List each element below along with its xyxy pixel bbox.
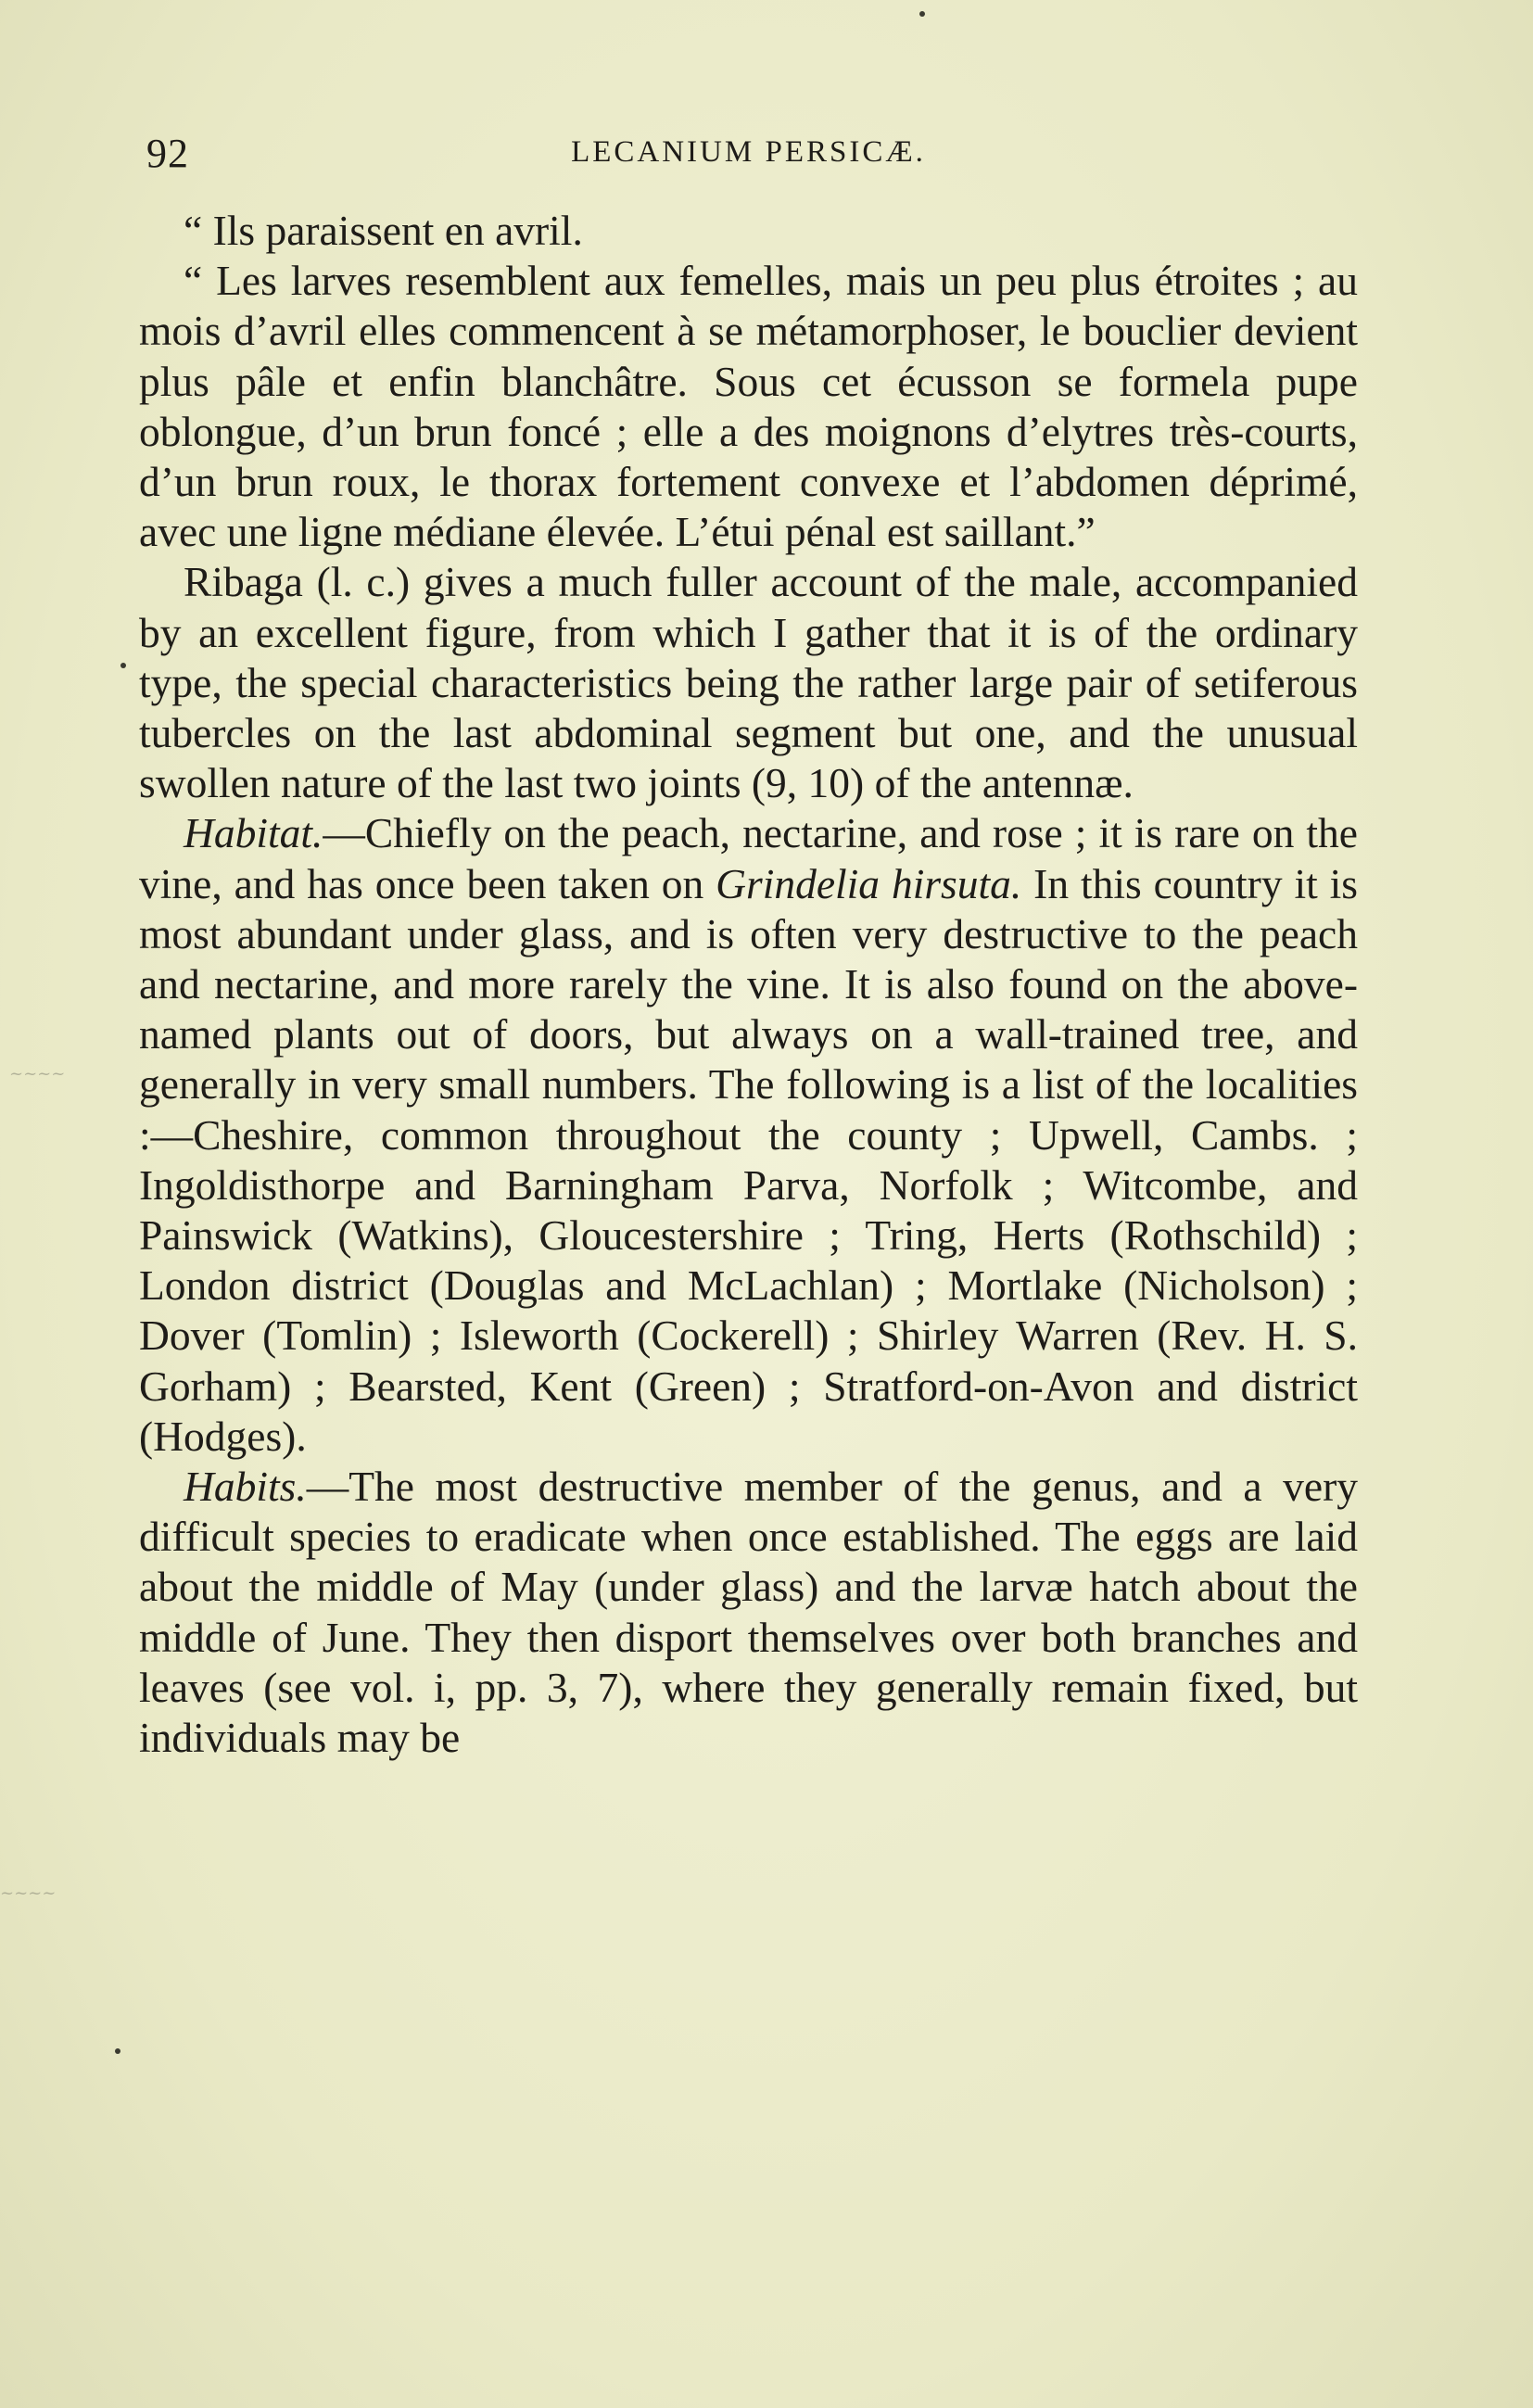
page-header [139,130,1358,185]
habitat-heading: Habitat. [184,809,323,857]
habits-paragraph [139,1462,1358,1763]
pencil-margin-mark-1: ~~~~ [9,1064,66,1084]
male-description-paragraph: Ribaga (l. c.) gives a much fuller account of the male, accompanied by an excellent figure, from which I gather that it is of the ordinary type, the special characteristics being the rather large pair of setiferous tubercles on the last abdominal segment but one, and the unusual swollen nature of the last two joints (9, 10) of the antennæ. [139,558,1358,807]
page-number: 92 [146,131,189,176]
habitat-paragraph [139,808,1358,1462]
pencil-margin-mark-2: ~~~~ [0,1883,57,1903]
book-page [139,130,1358,1763]
running-title: LECANIUM PERSICÆ. [571,135,926,169]
margin-dot-2 [115,2048,120,2054]
margin-dot-1 [120,663,126,668]
species-name: Grindelia hirsuta. [716,859,1022,907]
quote-paragraph-2: “ Les larves resemblent aux femelles, mais un peu plus étroites ; au mois d’avril elles commencent à se métamorphoser, le bouclier devient plus pâle et enfin blanchâtre. Sous cet écusson se formela pupe oblongue, d’un brun foncé ; elle a des moignons d’elytres très-courts, d’un brun roux, le thorax fortement convexe et l’abdomen déprimé, avec une ligne médiane élevée. L’étui pénal est saillant.” [139,257,1358,556]
body-text [139,206,1358,1763]
habitat-text-a: —Chiefly on the peach, nectarine, and rose ; it is rare on the vine, and has once been taken on [139,809,1358,907]
habitat-text-b: In this country it is most abundant under glass, and is often very destructive to the peach and nectarine, and more rarely the vine. It is also found on the above-named plants out of doors, but always on a wall-trained tree, and generally in very small numbers. The following is a list of the localities :—Cheshire, common throughout the county ; Upwell, Cambs. ; Ingoldisthorpe and Barningham Parva, Norfolk ; Witcombe, and Painswick (Watkins), Gloucestershire ; Tring, Herts (Rothschild) ; London district (Douglas and McLachlan) ; Mortlake (Nicholson) ; Dover (Tomlin) ; Isleworth (Cockerell) ; Shirley Warren (Rev. H. S. Gorham) ; Bearsted, Kent (Green) ; Stratford-on-Avon and district (Hodges). [139,859,1359,1460]
habits-heading: Habits. [184,1463,307,1511]
quote-paragraph-1: “ Ils paraissent en avril. [184,207,583,254]
top-dot [919,11,925,17]
habits-text: —The most destructive member of the genus, and a very difficult species to eradicate when once established. The eggs are laid about the middle of May (under glass) and the larvæ hatch about the middle of June. They then disport themselves over both branches and leaves (see vol. i, pp. 3, 7), where they generally remain fixed, but individuals may be [139,1463,1358,1762]
